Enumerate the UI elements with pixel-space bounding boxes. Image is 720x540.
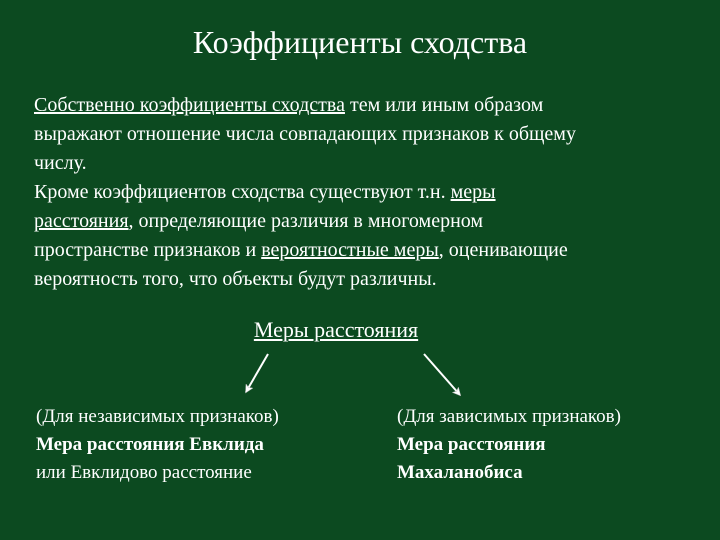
distance-measures-heading: Меры расстояния [253,317,419,342]
slide-title: Коэффициенты сходства [192,24,528,60]
paragraph2-line2 [34,207,694,236]
paragraph-distance-measures [34,178,694,294]
paragraph2-line3-rest: , оценивающие [438,239,568,261]
euclid-column [36,403,366,487]
paragraph1-line1 [34,91,694,120]
euclid-measure-title: Мера расстояния Евклида [36,434,264,455]
link-similarity-coefficients[interactable]: Собственно коэффициенты сходства [34,94,345,116]
mahalanobis-column [397,403,697,487]
paragraph-similarity-coefficients [34,91,694,178]
paragraph2-line1 [34,178,694,207]
mahalanobis-measure-title-line1: Мера расстояния [397,434,546,455]
paragraph2-line3-text: пространстве признаков и [34,239,262,261]
paragraph1-line1-rest: тем или иным образом [344,94,544,116]
paragraph2-line1-text: Кроме коэффициентов сходства существуют т.н. [34,181,451,203]
link-distance-measures-part2[interactable]: расстояния [34,210,129,232]
euclid-alt-name: или Евклидово расстояние [36,462,252,483]
paragraph1-line3: числу. [34,152,87,174]
mahalanobis-measure-title-line2: Махаланобиса [397,462,523,483]
paragraph2-line2-rest: , определяющие различия в многомерном [128,210,484,232]
link-probabilistic-measures[interactable]: вероятностные меры [261,239,439,261]
paragraph2-line4: вероятность того, что объекты будут различны. [34,268,437,290]
right-condition: (Для зависимых признаков) [397,406,621,427]
left-condition: (Для независимых признаков) [36,406,279,427]
arrow-left-icon [246,354,268,392]
arrow-right-icon [424,354,460,395]
paragraph1-line2: выражают отношение числа совпадающих признаков к общему [34,123,576,145]
paragraph2-line3 [34,236,694,265]
link-distance-measures-part1[interactable]: меры [450,181,496,203]
